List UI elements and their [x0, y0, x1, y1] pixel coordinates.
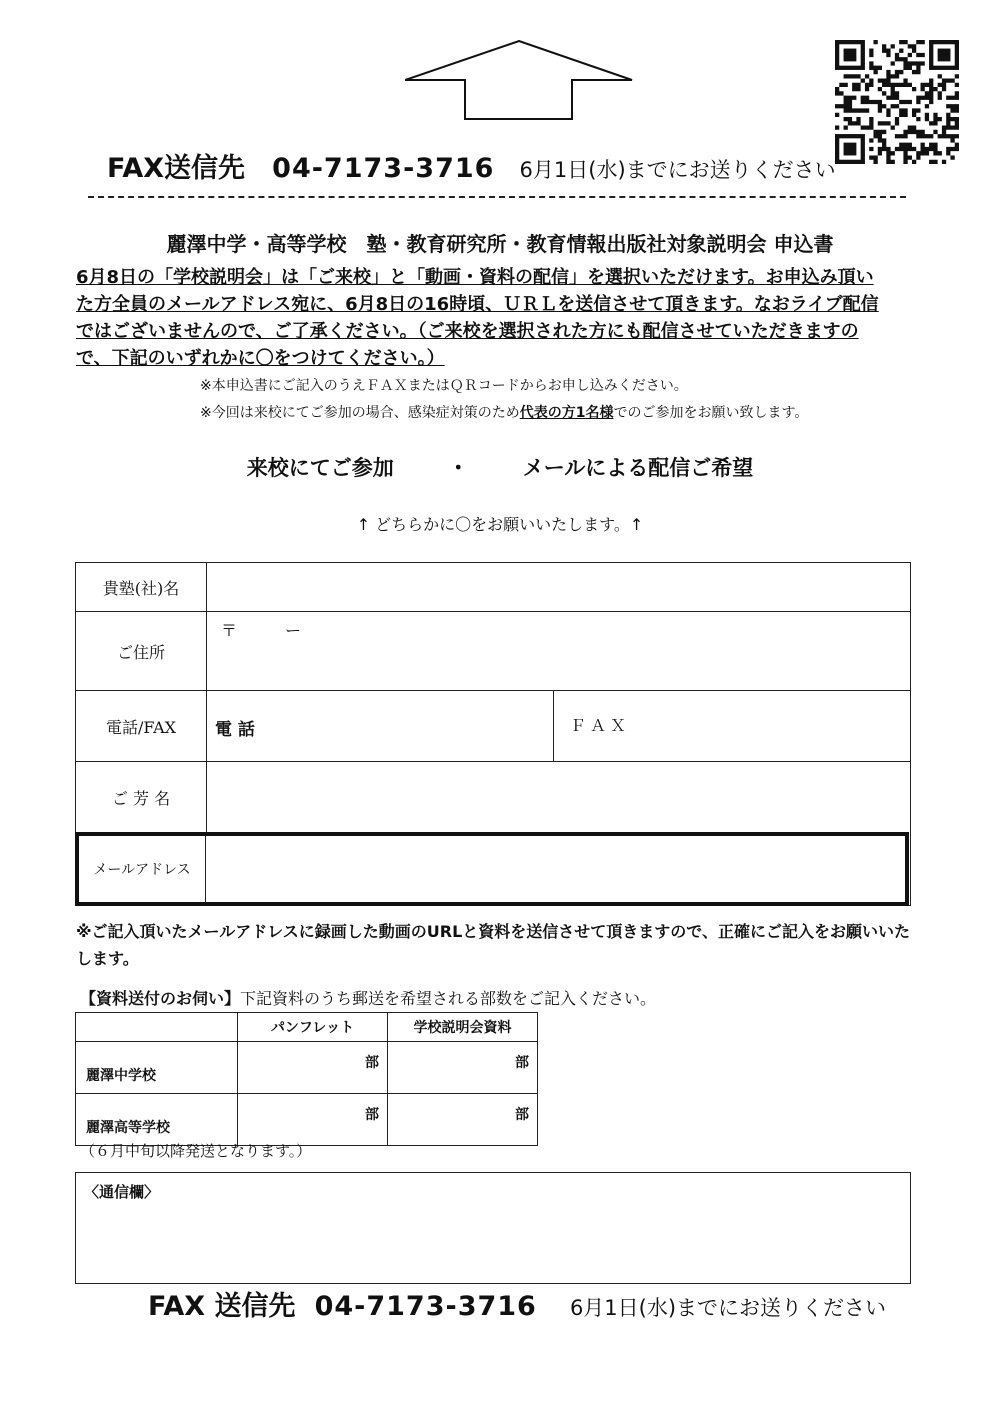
deadline-text: 6月1日(水)までにお送りください	[569, 1296, 887, 1320]
company-field[interactable]	[207, 563, 910, 611]
choice-visit[interactable]: 来校にてご参加	[246, 456, 394, 480]
fax-destination-top	[107, 146, 836, 185]
deadline-text: 6月1日(水)までにお送りください	[519, 158, 836, 182]
quantity-cell[interactable]: 部	[388, 1094, 538, 1146]
materials-heading	[80, 986, 656, 1009]
fax-destination-bottom	[148, 1284, 886, 1323]
postal-code-mark: 〒 ー	[221, 621, 302, 640]
name-row	[76, 762, 910, 832]
quantity-cell[interactable]: 部	[238, 1042, 388, 1094]
intro-line: で、下記のいずれかに〇をつけてください。）	[76, 348, 445, 369]
submission-note: ※本申込書にご記入のうえＦＡＸまたはＱＲコードからお申し込みください。	[200, 378, 688, 394]
column-header: パンフレット	[238, 1013, 388, 1042]
attendance-note-prefix: ※今回は来校にてご参加の場合、感染症対策のため	[200, 405, 520, 421]
attendance-note-suffix: でのご参加をお願い致します。	[613, 405, 809, 421]
row-label: 麗澤高等学校	[76, 1094, 238, 1146]
email-row	[75, 832, 909, 906]
fax-field[interactable]	[554, 691, 910, 761]
materials-heading-bold: 【資料送付のお伺い】	[80, 989, 241, 1008]
cut-line-divider	[88, 196, 906, 198]
choice-instruction: ↑ どちらかに〇をお願いいたします。↑	[356, 515, 644, 534]
address-field[interactable]	[207, 612, 910, 690]
quantity-cell[interactable]: 部	[238, 1094, 388, 1146]
memo-box[interactable]	[75, 1172, 911, 1284]
form-title: 麗澤中学・高等学校 塾・教育研究所・教育情報出版社対象説明会 申込書	[166, 232, 834, 256]
qr-code-icon	[835, 40, 965, 164]
address-row	[76, 612, 910, 691]
choice-separator: ・	[447, 456, 469, 480]
fax-label: FAX送信先	[107, 153, 246, 184]
intro-line: た方全員のメールアドレス宛に、6月8日の16時頃、ＵＲＬを送信させて頂きます。なおライブ配信	[76, 294, 879, 315]
materials-heading-text: 下記資料のうち郵送を希望される部数をご記入ください。	[240, 989, 657, 1008]
choice-email[interactable]: メールによる配信ご希望	[522, 456, 754, 480]
name-field[interactable]	[207, 762, 910, 832]
up-arrow-icon	[405, 40, 633, 120]
materials-corner-cell	[76, 1013, 238, 1042]
attendance-note	[200, 402, 808, 422]
fax-inner-label: ＦＡＸ	[570, 716, 631, 735]
fax-number: 04-7173-3716	[272, 153, 495, 184]
intro-line: 6月8日の「学校説明会」は「ご来校」と「動画・資料の配信」を選択いただけます。お申込み頂い	[76, 267, 874, 288]
intro-paragraph	[76, 264, 918, 372]
memo-label: 〈通信欄〉	[84, 1183, 160, 1201]
address-label: ご住所	[76, 612, 207, 690]
company-label: 貴塾(社)名	[76, 563, 207, 611]
shipping-note: （６月中旬以降発送となります。）	[80, 1142, 312, 1160]
phone-field[interactable]	[207, 691, 554, 761]
phone-label: 電 話	[215, 720, 255, 740]
email-label: メールアドレス	[79, 836, 206, 902]
email-field[interactable]	[206, 836, 905, 902]
quantity-cell[interactable]: 部	[388, 1042, 538, 1094]
phone-fax-cells	[207, 691, 910, 761]
table-row	[76, 1042, 538, 1094]
intro-line: ではございませんので、ご了承ください。（ご来校を選択された方にも配信させていただきますの	[76, 321, 859, 342]
attendance-note-emphasis: 代表の方1名様	[519, 405, 614, 421]
name-label: ご 芳 名	[76, 762, 207, 832]
table-row	[76, 1094, 538, 1146]
materials-table	[75, 1012, 538, 1146]
fax-number: 04-7173-3716	[314, 1291, 537, 1322]
company-row	[76, 563, 910, 612]
row-label: 麗澤中学校	[76, 1042, 238, 1094]
phone-fax-row	[76, 691, 910, 762]
column-header: 学校説明会資料	[388, 1013, 538, 1042]
materials-header-row	[76, 1013, 538, 1042]
phone-fax-label: 電話/FAX	[76, 691, 207, 761]
attendance-choice	[0, 452, 1000, 482]
email-note: ※ご記入頂いたメールアドレスに録画した動画のURLと資料を送信させて頂きますので、正確にご記入をお願いいたします。	[76, 922, 910, 968]
fax-label: FAX 送信先	[148, 1291, 296, 1322]
